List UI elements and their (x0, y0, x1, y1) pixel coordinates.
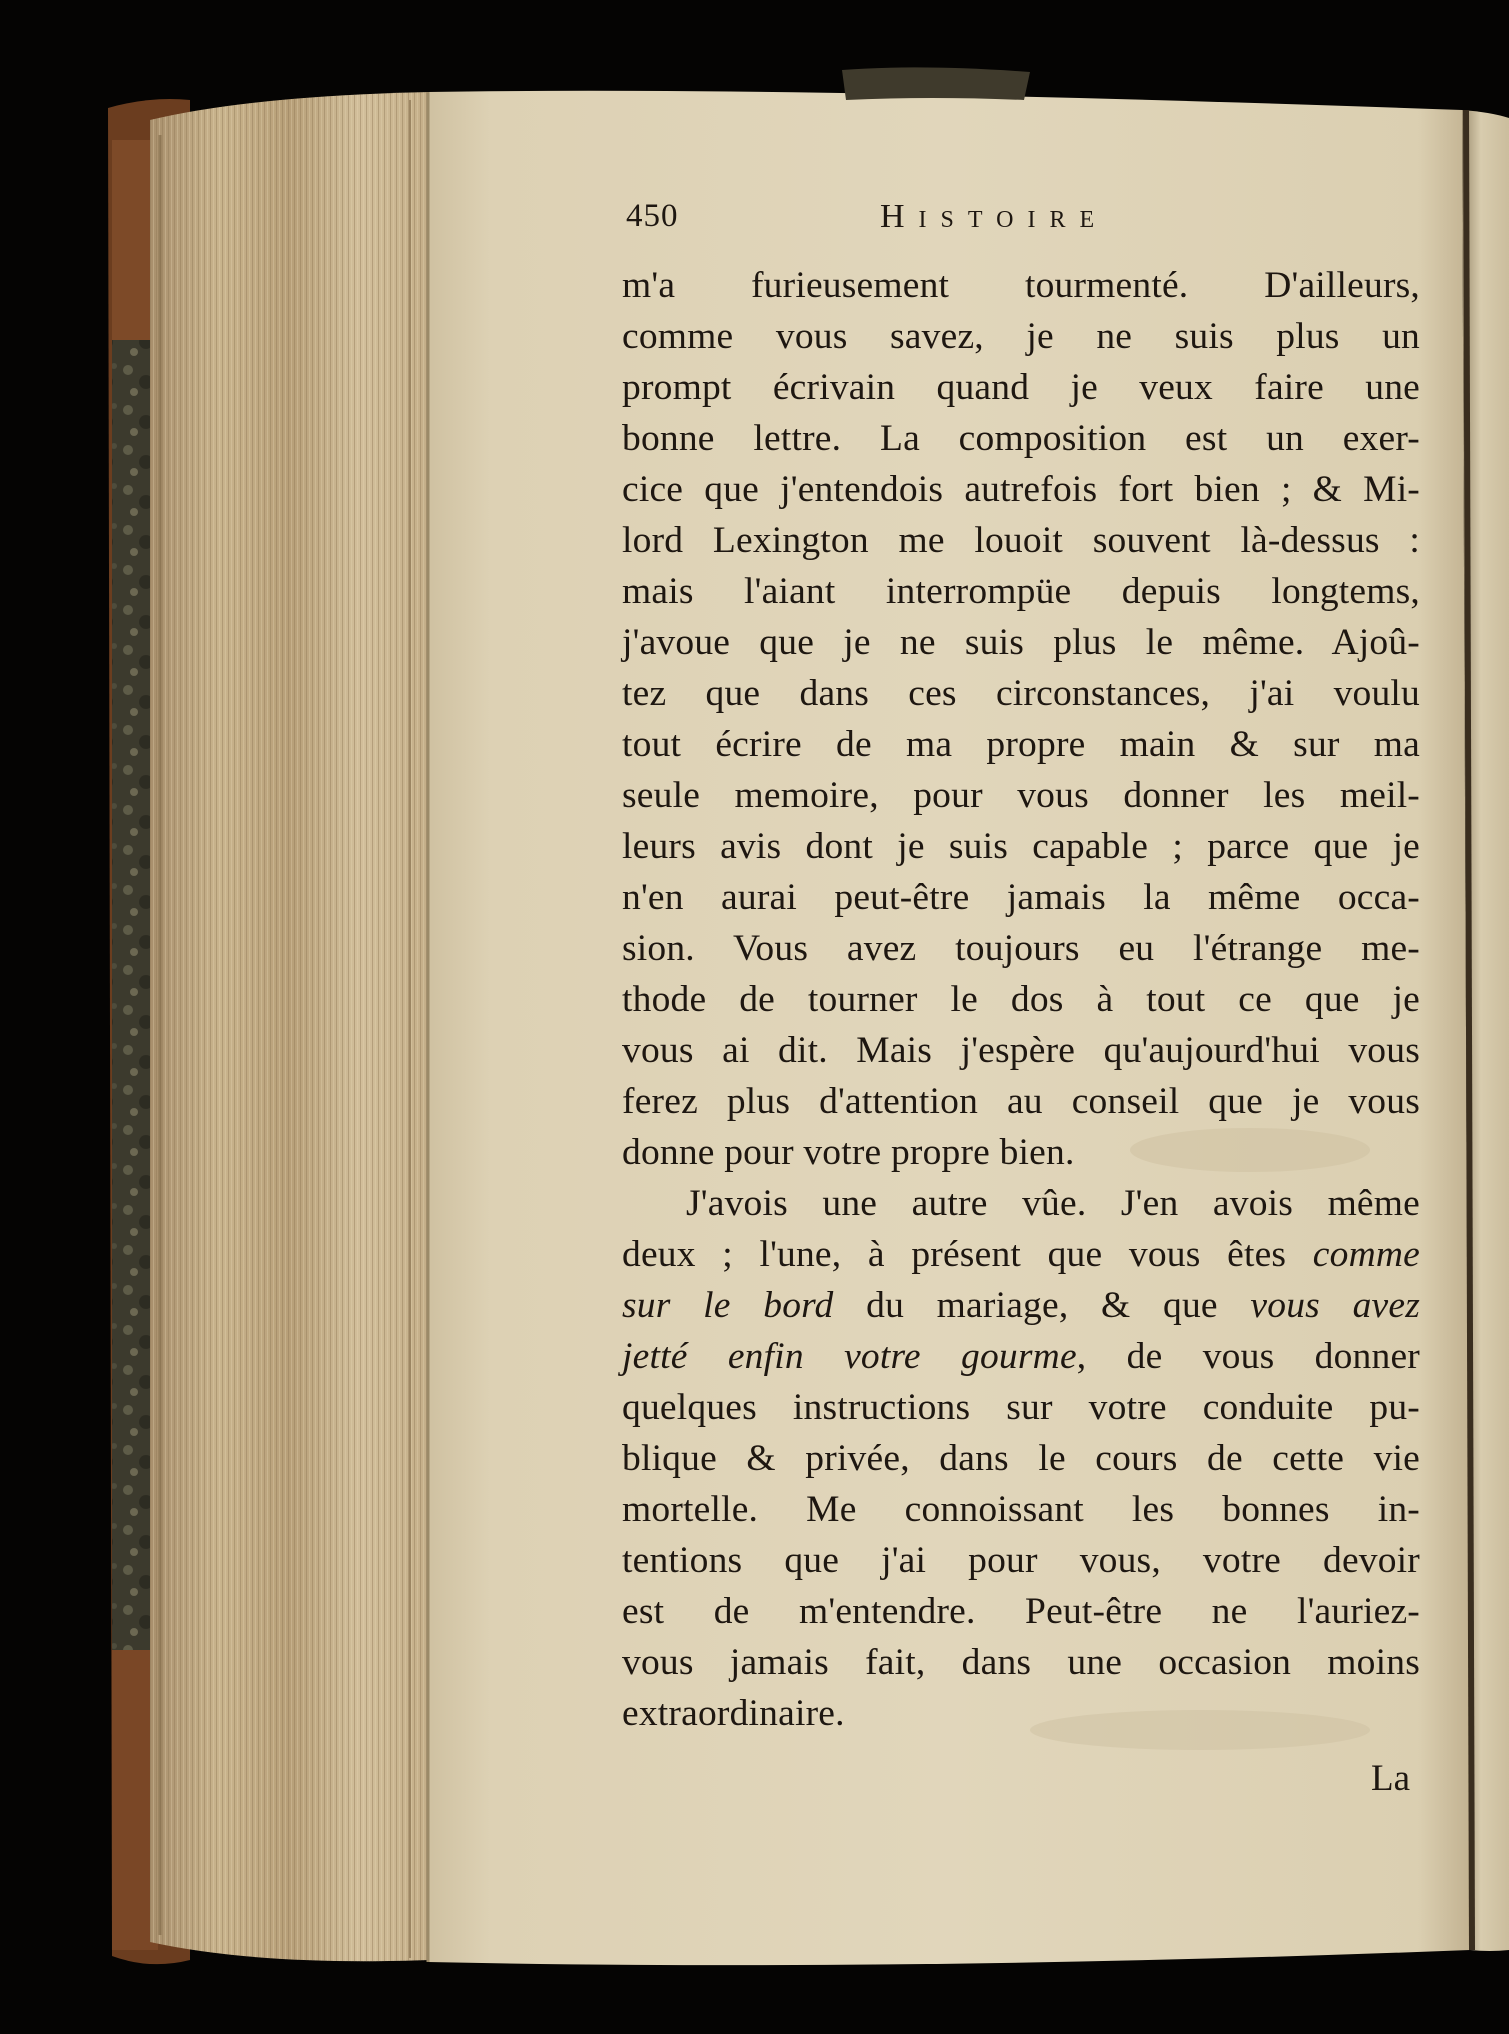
text-line: tentions que j'ai pour vous, votre devoir (622, 1540, 1420, 1581)
text-line: leurs avis dont je suis capable ; parce que je (622, 826, 1420, 867)
text-line: ferez plus d'attention au conseil que je vous (622, 1081, 1420, 1122)
text-segment: , de vous donner (1076, 1336, 1420, 1377)
text-line: lord Lexington me louoit souvent là-dessus : (622, 520, 1420, 561)
text-line: thode de tourner le dos à tout ce que je (622, 979, 1420, 1020)
text-line (622, 1280, 1420, 1331)
text-line: j'avoue que je ne suis plus le même. Ajoû- (622, 622, 1420, 663)
italic-segment: vous avez (1250, 1285, 1421, 1326)
text-line: J'avois une autre vûe. J'en avois même (686, 1183, 1420, 1224)
text-line: bonne lettre. La composition est un exer- (622, 418, 1420, 459)
text-segment: du mariage, & que (833, 1285, 1251, 1326)
text-line: extraordinaire. (622, 1693, 845, 1734)
headband (842, 67, 1030, 100)
text-line: blique & privée, dans le cours de cette vie (622, 1438, 1420, 1479)
text-line: cice que j'entendois autrefois fort bien ; & Mi- (622, 469, 1420, 510)
text-line: est de m'entendre. Peut-être ne l'auriez- (622, 1591, 1420, 1632)
italic-segment: jetté enfin votre gourme (622, 1336, 1077, 1377)
text-line: m'a furieusement tourmenté. D'ailleurs, (622, 265, 1420, 306)
text-line: vous jamais fait, dans une occasion moins (622, 1642, 1420, 1683)
text-line: mais l'aiant interrompüe depuis longtems, (622, 571, 1420, 612)
catchword: La (1370, 1758, 1410, 1799)
text-line: quelques instructions sur votre conduite pu- (622, 1387, 1420, 1428)
text-line: vous ai dit. Mais j'espère qu'aujourd'hui vous (622, 1030, 1420, 1071)
text-line: sion. Vous avez toujours eu l'étrange me- (622, 928, 1420, 969)
text-line: mortelle. Me connoissant les bonnes in- (622, 1489, 1420, 1530)
text-segment: deux ; l'une, à présent que vous êtes (622, 1234, 1313, 1275)
body-text (622, 260, 1420, 1739)
italic-segment: comme (1312, 1234, 1420, 1275)
page-number: 450 (626, 198, 679, 234)
page-text-block (622, 198, 1420, 1807)
text-line (622, 1331, 1420, 1382)
text-line: prompt écrivain quand je veux faire une (622, 367, 1420, 408)
text-line: donne pour votre propre bien. (622, 1132, 1075, 1173)
page-header (622, 198, 1420, 260)
running-head: Histoire (880, 198, 1109, 235)
catchword-row (622, 1751, 1420, 1807)
text-line: tout écrire de ma propre main & sur ma (622, 724, 1420, 765)
text-line: tez que dans ces circonstances, j'ai voulu (622, 673, 1420, 714)
italic-segment: sur le bord (622, 1285, 834, 1326)
text-line: n'en aurai peut-être jamais la même occa- (622, 877, 1420, 918)
text-line: comme vous savez, je ne suis plus un (622, 316, 1420, 357)
text-line (622, 1229, 1420, 1280)
text-line: seule memoire, pour vous donner les meil- (622, 775, 1420, 816)
